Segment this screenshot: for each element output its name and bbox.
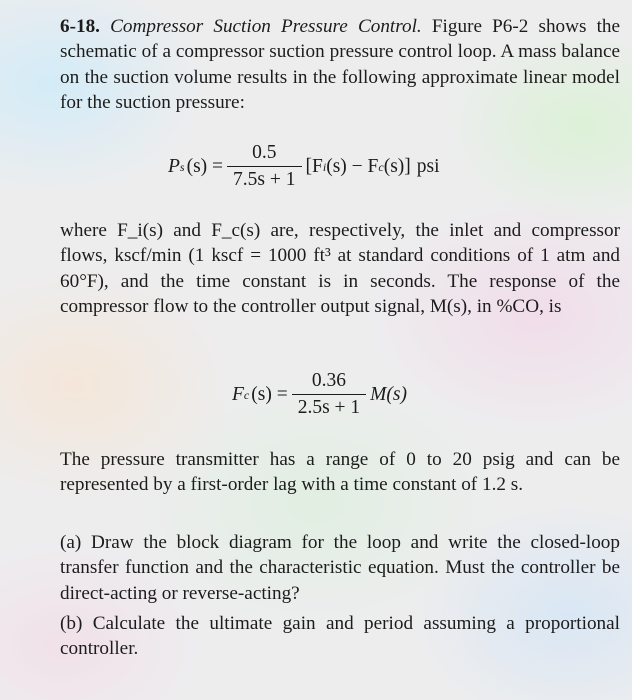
eq2-rhs: M(s) bbox=[370, 383, 407, 405]
eq2-lhs-arg: (s) = bbox=[251, 383, 288, 405]
eq1-rhs: [F bbox=[305, 155, 323, 177]
eq1-lhs: P bbox=[168, 155, 180, 177]
eq1-denominator: 7.5s + 1 bbox=[227, 166, 301, 191]
eq1-rhs-end: (s)] bbox=[383, 155, 411, 177]
eq1-rhs-mid: (s) − F bbox=[326, 155, 379, 177]
problem-title: Compressor Suction Pressure Control. bbox=[110, 16, 422, 37]
equation-compressor-flow: F c (s) = $\frac{0.36}{2.5s + 1}$ M(s) bbox=[232, 370, 407, 418]
eq2-fraction bbox=[292, 370, 366, 419]
eq2-lhs: F bbox=[232, 383, 244, 405]
problem-number: 6-18. bbox=[60, 16, 100, 37]
paragraph-transmitter: The pressure transmitter has a range of 0 to 20 psig and can be represented by a first-order lag with a time constant of 1.2 s. bbox=[60, 449, 620, 496]
paragraph-flows: where F_i(s) and F_c(s) are, respectively, the inlet and compressor flows, kscf/min (1 kscf = 1000 ft³ at standard conditions of 1 atm and 60°F), and the time constant is in seconds. The response of the compressor flow to the controller output signal, M(s), in %CO, is bbox=[60, 220, 620, 317]
eq2-denominator: 2.5s + 1 bbox=[292, 394, 366, 419]
equation-suction-pressure: P s (s) = $\frac{0.5}{7.5s + 1}$ [F i (s) − F c (s)] psi bbox=[168, 142, 440, 190]
part-a: (a) Draw the block diagram for the loop and write the closed-loop transfer function and the characteristic equation. Must the controller be direct-acting or reverse-acting? bbox=[60, 532, 620, 604]
eq1-lhs-arg: (s) = bbox=[186, 155, 224, 177]
part-b: (b) Calculate the ultimate gain and period assuming a proportional controller. bbox=[60, 613, 620, 660]
problem-intro bbox=[60, 14, 620, 115]
eq1-fraction bbox=[227, 142, 301, 191]
problem-intro-text: Figure P6-2 shows the schematic of a compressor suction pressure control loop. A mass balance on the suction volume results in the following approximate linear model for the suction pressure: bbox=[60, 16, 621, 113]
eq1-numerator: 0.5 bbox=[252, 142, 277, 163]
eq1-unit: psi bbox=[416, 155, 440, 177]
eq2-numerator: 0.36 bbox=[311, 370, 346, 391]
